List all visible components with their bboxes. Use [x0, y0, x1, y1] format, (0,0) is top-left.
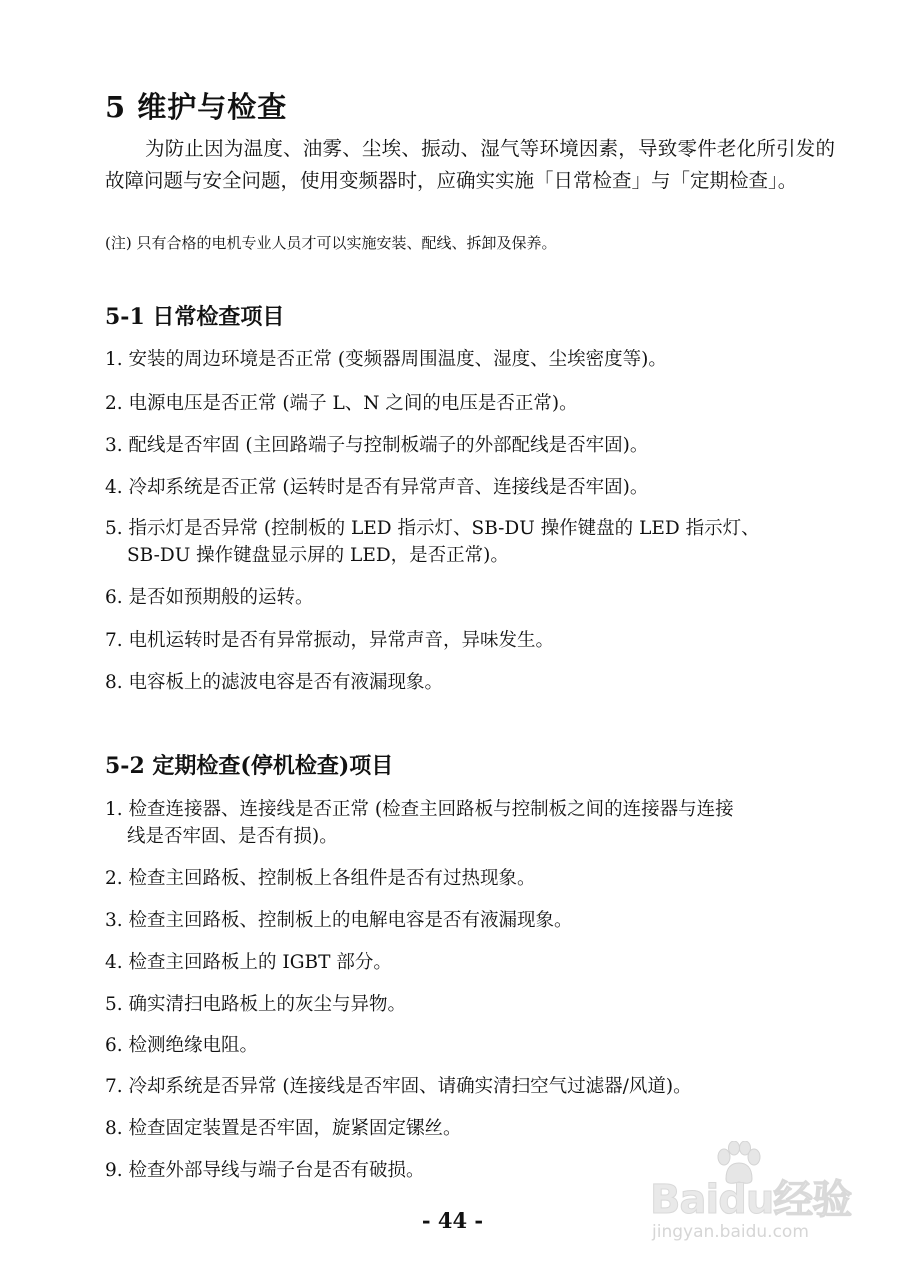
list-item: 4. 冷却系统是否正常 (运转时是否有异常声音、连接线是否牢固)。: [105, 477, 649, 498]
list-item: 5. 指示灯是否异常 (控制板的 LED 指示灯、SB-DU 操作键盘的 LED 指示灯、: [105, 518, 760, 539]
list-item: 2. 检查主回路板、控制板上各组件是否有过热现象。: [105, 868, 536, 889]
list-item-continuation: 线是否牢固、是否有损)。: [127, 826, 338, 847]
note-text: (注) 只有合格的电机专业人员才可以实施安装、配线、拆卸及保养。: [105, 234, 557, 252]
list-item: 7. 冷却系统是否异常 (连接线是否牢固、请确实清扫空气过滤器/风道)。: [105, 1076, 692, 1097]
list-item-continuation: SB-DU 操作键盘显示屏的 LED，是否正常)。: [127, 545, 509, 566]
section-title: 5 维护与检查: [105, 90, 288, 124]
list-item: 4. 检查主回路板上的 IGBT 部分。: [105, 952, 392, 973]
list-item: 1. 检查连接器、连接线是否正常 (检查主回路板与控制板之间的连接器与连接: [105, 799, 734, 820]
section-5-2-heading: 5-2 定期检查(停机检查)项目: [105, 753, 394, 779]
list-item: 3. 配线是否牢固 (主回路端子与控制板端子的外部配线是否牢固)。: [105, 435, 649, 456]
watermark-url: jingyan.baidu.com: [652, 1222, 809, 1242]
intro-paragraph: 为防止因为温度、油雾、尘埃、振动、湿气等环境因素，导致零件老化所引发的故障问题与安全问题，使用变频器时，应确实实施「日常检查」与「定期检查」。: [105, 137, 835, 192]
list-item: 5. 确实清扫电路板上的灰尘与异物。: [105, 994, 407, 1015]
list-item: 8. 电容板上的滤波电容是否有液漏现象。: [105, 672, 444, 693]
list-item: 7. 电机运转时是否有异常振动，异常声音，异味发生。: [105, 630, 555, 651]
list-item: 8. 检查固定装置是否牢固，旋紧固定镙丝。: [105, 1118, 462, 1139]
list-item: 9. 检查外部导线与端子台是否有破损。: [105, 1160, 425, 1181]
list-item: 2. 电源电压是否正常 (端子 L、N 之间的电压是否正常)。: [105, 393, 578, 414]
list-item: 3. 检查主回路板、控制板上的电解电容是否有液漏现象。: [105, 910, 573, 931]
list-item: 1. 安装的周边环境是否正常 (变频器周围温度、湿度、尘埃密度等)。: [105, 349, 667, 370]
section-5-1-heading: 5-1 日常检查项目: [105, 304, 285, 330]
list-item: 6. 是否如预期般的运转。: [105, 587, 314, 608]
watermark-logo: Baidu经验: [650, 1177, 852, 1223]
list-item: 6. 检测绝缘电阻。: [105, 1035, 259, 1056]
page-number: - 44 -: [421, 1208, 484, 1233]
